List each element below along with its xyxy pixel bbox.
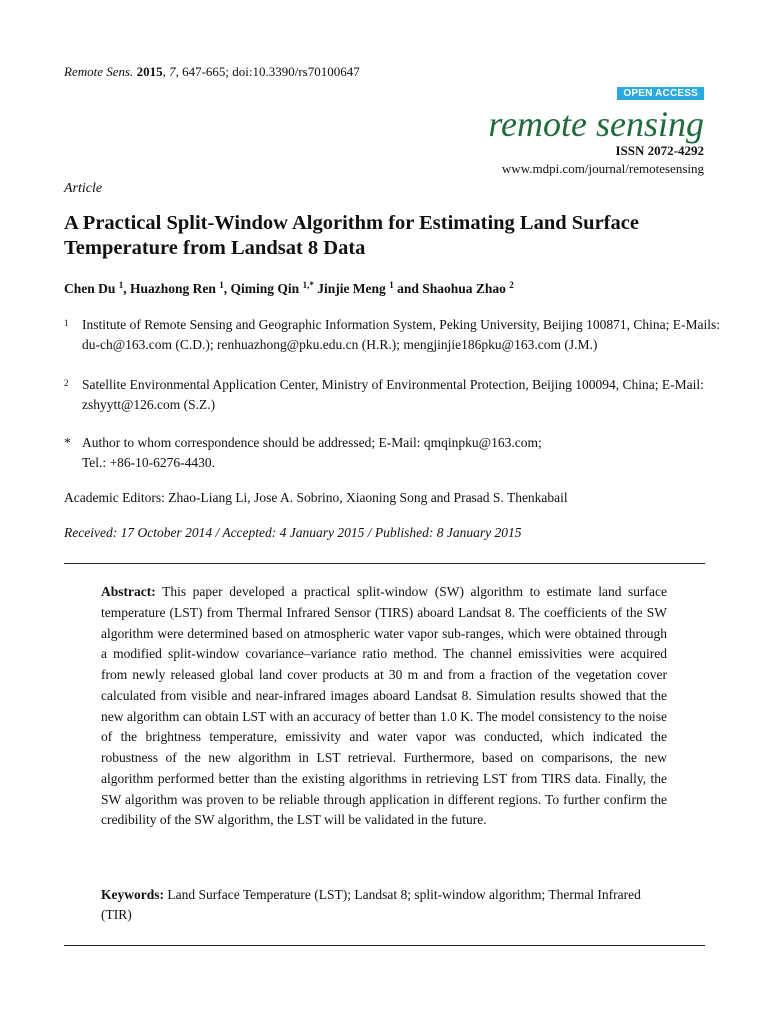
affiliation-text: Institute of Remote Sensing and Geographic Information System, Peking University, Beijing 100871, China; E-Mails: du-ch@163.com (C.D.); renhuazhong@pku.edu.cn (H.R.); mengjinjie186pku@163.com (J.M.) bbox=[82, 317, 721, 352]
correspondence-email: Author to whom correspondence should be addressed; E-Mail: qmqinpku@163.com; bbox=[82, 435, 542, 450]
citation-pages-doi[interactable]: , 647-665; doi:10.3390/rs70100647 bbox=[175, 64, 360, 79]
correspondence-mark: * bbox=[64, 435, 71, 450]
author-separator: , bbox=[123, 281, 131, 296]
academic-editors: Academic Editors: Zhao-Liang Li, Jose A. Sobrino, Xiaoning Song and Prasad S. Thenkabail bbox=[64, 490, 568, 505]
affiliation-text: Satellite Environmental Application Center, Ministry of Environmental Protection, Beijing 100094, China; E-Mail: zshyytt@126.com (S.Z.) bbox=[82, 377, 704, 412]
divider-bottom bbox=[64, 945, 705, 946]
citation-volume: 7 bbox=[169, 64, 176, 79]
article-type: Article bbox=[64, 181, 103, 196]
keywords-label: Keywords: bbox=[101, 887, 164, 902]
author-separator: , bbox=[223, 281, 231, 296]
author-separator: and bbox=[393, 281, 423, 296]
author-affil-mark: 1 bbox=[118, 280, 124, 290]
correspondence-phone: Tel.: +86-10-6276-4430. bbox=[82, 455, 216, 470]
affiliation-mark: 1 bbox=[64, 318, 69, 328]
abstract-label: Abstract: bbox=[101, 584, 156, 599]
author-list bbox=[64, 280, 514, 298]
journal-url[interactable]: www.mdpi.com/journal/remotesensing bbox=[501, 161, 704, 176]
divider-top bbox=[64, 563, 705, 564]
author-name: Huazhong Ren bbox=[130, 281, 216, 296]
abstract-text: This paper developed a practical split-window (SW) algorithm to estimate land surface temperature (LST) from Thermal Infrared Sensor (TIRS) aboard Landsat 8. The coefficients of the SW algorithm were determined based on atmospheric water vapor sub-ranges, which were obtained through a modified split-window covariance–variance ratio method. The channel emissivities were acquired from newly released global land cover products at 30 m and from a fraction of the vegetation cover calculated from visible and near-infrared images aboard Landsat 8. Simulation results showed that the new algorithm can obtain LST with an accuracy of better than 1.0 K. The model consistency to the noise of the brightness temperature, emissivity and water vapor was conducted, which indicated the robustness of the new algorithm in LST retrieval. Furthermore, based on comparisons, the new algorithm performed better than the existing algorithms in retrieving LST from TIRS data. Finally, the SW algorithm was proven to be reliable through application in different regions. To further confirm the credibility of the SW algorithm, the LST will be validated in the future. bbox=[101, 584, 668, 828]
abstract bbox=[101, 582, 667, 831]
keywords-text: Land Surface Temperature (LST); Landsat 8; split-window algorithm; Thermal Infrared (TIR) bbox=[101, 887, 641, 922]
author-name: Jinjie Meng bbox=[317, 281, 386, 296]
correspondence-note bbox=[64, 433, 724, 473]
author-name: Shaohua Zhao bbox=[422, 281, 506, 296]
journal-abbrev: Remote Sens. bbox=[64, 64, 134, 79]
paper-title: A Practical Split-Window Algorithm for Estimating Land Surface Temperature from Landsat 8 Data bbox=[64, 212, 639, 259]
author-affil-mark: 2 bbox=[509, 280, 514, 290]
correspondence-text bbox=[82, 433, 724, 473]
affiliation-1 bbox=[64, 315, 724, 355]
affiliation-2 bbox=[64, 375, 724, 415]
affiliation-mark: 2 bbox=[64, 378, 69, 388]
citation-year: 2015 bbox=[136, 64, 163, 79]
issn: ISSN 2072-4292 bbox=[615, 143, 704, 158]
author-affil-mark: 1 bbox=[389, 280, 394, 290]
publication-dates: Received: 17 October 2014 / Accepted: 4 January 2015 / Published: 8 January 2015 bbox=[64, 525, 522, 540]
author-affil-mark: 1,* bbox=[302, 280, 314, 290]
author-name: Qiming Qin bbox=[230, 281, 300, 296]
author-affil-mark: 1 bbox=[219, 280, 224, 290]
open-access-badge: OPEN ACCESS bbox=[617, 87, 704, 100]
keywords bbox=[101, 885, 667, 925]
journal-name: remote sensing bbox=[488, 104, 704, 144]
citation-line: Remote Sens. 2015, 7, 647-665; doi:10.3390/rs70100647 bbox=[64, 64, 360, 79]
author-name: Chen Du bbox=[64, 281, 116, 296]
